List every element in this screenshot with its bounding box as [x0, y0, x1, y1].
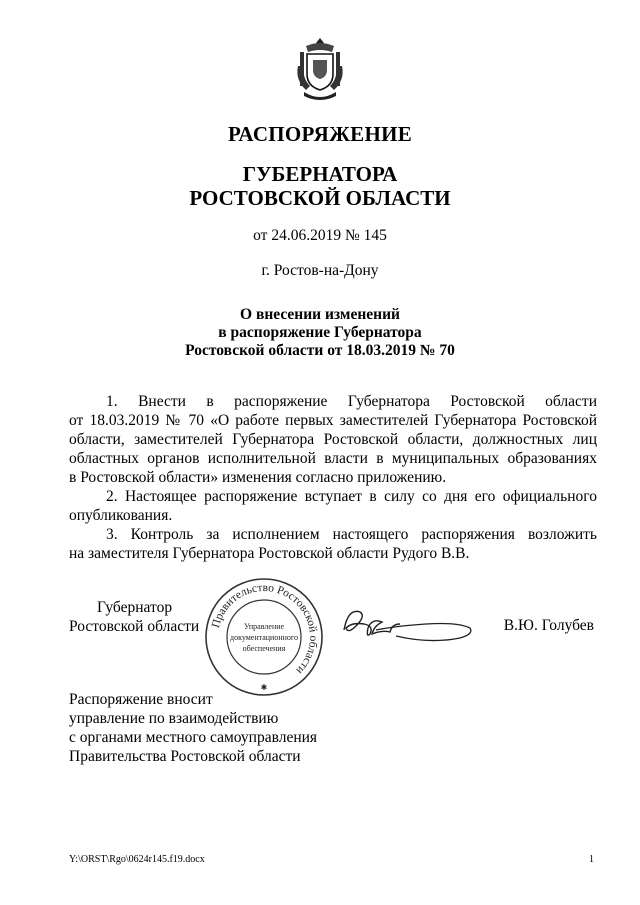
introduced-by-line: управление по взаимодействию	[69, 710, 279, 727]
position-line-2: Ростовской области	[69, 618, 200, 635]
body-line: области, заместителей Губернатора Ростовской области, должностных лиц	[69, 431, 597, 448]
position-line-1: Губернатор	[97, 599, 173, 616]
subject-line-3: Ростовской области от 18.03.2019 № 70	[185, 342, 455, 359]
paragraph-2	[69, 487, 597, 525]
stamp-center-line: Управление	[243, 622, 285, 631]
introduced-by-line: Распоряжение вносит	[69, 691, 213, 708]
stamp-center-line: обеспечения	[242, 644, 286, 653]
document-title: РАСПОРЯЖЕНИЕ	[227, 122, 413, 146]
body-line: на заместителя Губернатора Ростовской области Рудого В.В.	[69, 545, 470, 562]
svg-text:✱: ✱	[260, 683, 268, 692]
paragraph-3	[69, 525, 597, 563]
city: г. Ростов-на-Дону	[261, 262, 379, 279]
page-number: 1	[589, 854, 594, 865]
signatory-name: В.Ю. Голубев	[503, 617, 594, 634]
body-line: в Ростовской области» изменения согласно приложению.	[69, 469, 447, 486]
subject-line-1: О внесении изменений	[240, 306, 400, 323]
body-line: 1. Внести в распоряжение Губернатора Ростовской области	[106, 393, 597, 410]
body-line: 3. Контроль за исполнением настоящего распоряжения возложить	[106, 526, 597, 543]
body-line: опубликования.	[69, 507, 173, 524]
body-line: 2. Настоящее распоряжение вступает в силу со дня его официального	[106, 488, 597, 505]
body-line: от 18.03.2019 № 70 «О работе первых заместителей Губернатора Ростовской	[69, 412, 597, 429]
authority-line-1: ГУБЕРНАТОРА	[242, 162, 398, 186]
signatory-position	[69, 598, 199, 636]
stamp-center-line: документационного	[230, 633, 298, 642]
introduced-by-line: Правительства Ростовской области	[69, 748, 301, 765]
stamp-ring-text: Правительство Ростовской области	[209, 581, 320, 677]
handwritten-signature	[336, 600, 476, 644]
introduced-by-line: с органами местного самоуправления	[69, 729, 318, 746]
footer-file-path: Y:\ORST\Rgo\0624r145.f19.docx	[69, 854, 205, 865]
authority-line-2: РОСТОВСКОЙ ОБЛАСТИ	[189, 186, 451, 210]
paragraph-1	[69, 392, 597, 487]
date-number: от 24.06.2019 № 145	[253, 227, 387, 244]
coat-of-arms-icon	[294, 36, 346, 102]
body-line: областных органов исполнительной власти в муниципальных образованиях	[69, 450, 597, 467]
introduced-by-block	[69, 690, 317, 766]
official-stamp	[203, 576, 325, 698]
subject-line-2: в распоряжение Губернатора	[218, 324, 422, 341]
